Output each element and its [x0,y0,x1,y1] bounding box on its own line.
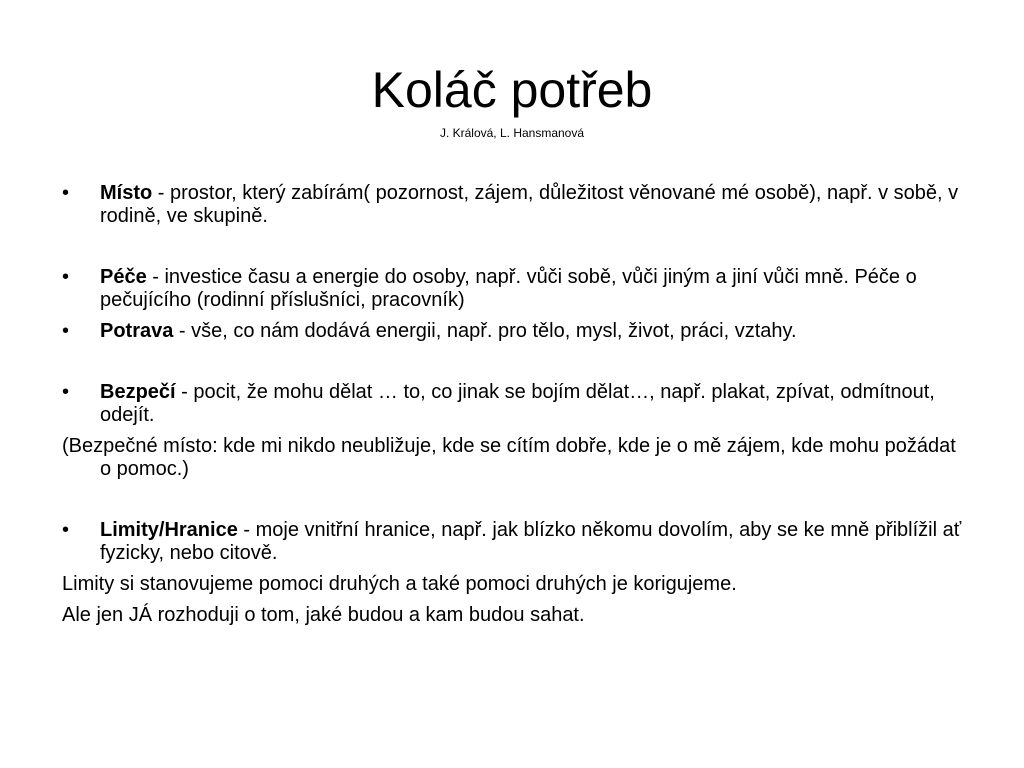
item-term: Limity/Hranice [100,519,238,541]
bullet-icon: • [62,519,70,541]
safe-place-note: (Bezpečné místo: kde mi nikdo neubližuje, kde se cítím dobře, kde je o mě zájem, kde mohu požádat o pomoc.) [62,435,956,480]
list-item-misto [62,182,967,228]
item-text: - vše, co nám dodává energii, např. pro tělo, mysl, život, práci, vztahy. [173,320,797,342]
item-text: - prostor, který zabírám( pozornost, zájem, důležitost věnované mé osobě), např. v sobě, v rodině, ve skupině. [100,182,959,227]
slide-authors: J. Králová, L. Hansmanová [439,126,585,140]
limits-note-2: Ale jen JÁ rozhoduji o tom, jaké budou a kam budou sahat. [62,604,585,626]
item-term: Péče [100,266,147,288]
list-item-bezpeci [62,381,967,427]
bullet-icon: • [62,381,70,403]
item-term: Bezpečí [100,381,176,403]
bullet-icon: • [62,266,70,288]
list-item-limity [62,519,967,565]
item-text: - moje vnitřní hranice, např. jak blízko někomu dovolím, aby se ke mně přiblížil ať fyzicky, nebo citově. [100,519,962,564]
bullet-icon: • [62,182,70,204]
slide-title: Koláč potřeb [371,62,653,118]
list-item-pece [62,266,967,312]
bullet-icon: • [62,320,70,342]
item-text: - investice času a energie do osoby, např. vůči sobě, vůči jiným a jiní vůči mně. Péče o pečujícího (rodinní příslušníci, pracovník) [100,266,917,311]
item-term: Místo [100,182,153,204]
item-term: Potrava [100,320,174,342]
item-text: - pocit, že mohu dělat … to, co jinak se bojím dělat…, např. plakat, zpívat, odmítnout, odejít. [100,381,935,426]
slide-content [62,182,967,627]
limits-note-1: Limity si stanovujeme pomoci druhých a také pomoci druhých je korigujeme. [62,573,737,595]
list-item-potrava [62,320,967,343]
